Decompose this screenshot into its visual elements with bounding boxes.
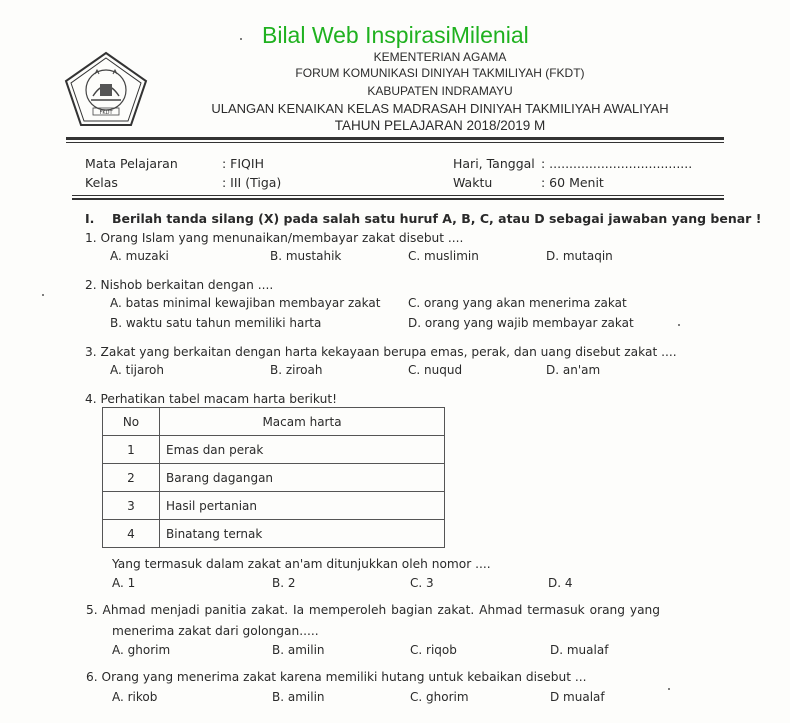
- q1-option-b: B. mustahik: [270, 249, 342, 263]
- header-school-year: TAHUN PELAJARAN 2018/2019 M: [334, 118, 546, 133]
- kemenag-emblem-icon: [63, 50, 149, 128]
- question-1: 1. Orang Islam yang menunaikan/membayar zakat disebut ....: [85, 231, 464, 245]
- watermark-text: Bilal Web InspirasiMilenial: [262, 22, 529, 48]
- header-exam-title: ULANGAN KENAIKAN KELAS MADRASAH DINIYAH TAKMILIYAH AWALIYAH: [211, 101, 669, 116]
- table-row: [103, 464, 445, 492]
- q6-option-b: B. amilin: [272, 690, 325, 704]
- q4-option-a: A. 1: [112, 576, 136, 590]
- q4-option-b: B. 2: [272, 576, 296, 590]
- q1-option-a: A. muzaki: [110, 249, 169, 263]
- section-number: I.: [85, 211, 95, 226]
- q1-option-c: C. muslimin: [408, 249, 479, 263]
- table-row: [103, 520, 445, 548]
- q4-option-c: C. 3: [410, 576, 434, 590]
- scan-speck: [240, 38, 242, 40]
- q6-option-a: A. rikob: [112, 690, 158, 704]
- table-cell-no: 4: [103, 520, 160, 548]
- section-instruction: Berilah tanda silang (X) pada salah satu huruf A, B, C, atau D sebagai jawaban yang benar !: [112, 211, 762, 226]
- q1-option-d: D. mutaqin: [546, 249, 613, 263]
- question-5-line-1: 5. Ahmad menjadi panitia zakat. Ia memperoleh bagian zakat. Ahmad termasuk orang yang: [86, 603, 661, 617]
- scan-speck: [678, 324, 680, 326]
- header-ministry: KEMENTERIAN AGAMA: [373, 50, 507, 64]
- class-value: : III (Tiga): [222, 175, 282, 190]
- table-header-no: No: [103, 408, 160, 436]
- q2-option-c: C. orang yang akan menerima zakat: [408, 296, 627, 310]
- fkdt-logo: [63, 50, 149, 132]
- table-cell-harta: Barang dagangan: [160, 464, 445, 492]
- q3-option-d: D. an'am: [546, 363, 601, 377]
- time-value: : 60 Menit: [541, 175, 604, 190]
- scan-speck: [668, 688, 670, 690]
- q2-option-b: B. waktu satu tahun memiliki harta: [110, 316, 322, 330]
- table-cell-no: 2: [103, 464, 160, 492]
- q5-option-a: A. ghorim: [112, 643, 171, 657]
- q6-option-d: D mualaf: [550, 690, 605, 704]
- date-value: : ....................................: [541, 156, 693, 171]
- time-label: Waktu: [453, 175, 493, 190]
- header-divider-thick: [66, 137, 724, 140]
- q3-option-c: C. nuqud: [408, 363, 463, 377]
- info-divider-thick: [72, 198, 724, 200]
- question-6: 6. Orang yang menerima zakat karena memiliki hutang untuk kebaikan disebut ...: [86, 670, 587, 684]
- q6-option-c: C. ghorim: [410, 690, 469, 704]
- info-divider-thin: [72, 195, 724, 196]
- table-header-row: [103, 408, 445, 436]
- question-3: 3. Zakat yang berkaitan dengan harta kekayaan berupa emas, perak, dan uang disebut zakat ....: [85, 345, 677, 359]
- header-divider-thin: [66, 142, 724, 143]
- q2-option-d: D. orang yang wajib membayar zakat: [408, 316, 634, 330]
- q3-option-a: A. tijaroh: [110, 363, 164, 377]
- header-forum: FORUM KOMUNIKASI DINIYAH TAKMILIYAH (FKDT): [295, 66, 585, 80]
- table-cell-harta: Binatang ternak: [160, 520, 445, 548]
- q5-option-c: C. riqob: [410, 643, 457, 657]
- q2-option-a: A. batas minimal kewajiban membayar zakat: [110, 296, 381, 310]
- question-4-followup: Yang termasuk dalam zakat an'am ditunjukkan oleh nomor ....: [112, 557, 491, 571]
- q5-option-d: D. mualaf: [550, 643, 609, 657]
- question-5-line-2: menerima zakat dari golongan.....: [112, 624, 319, 638]
- logo-text: FKDT: [99, 110, 113, 116]
- subject-value: : FIQIH: [222, 156, 264, 171]
- table-row: [103, 492, 445, 520]
- table-cell-no: 3: [103, 492, 160, 520]
- table-row: [103, 436, 445, 464]
- subject-label: Mata Pelajaran: [85, 156, 178, 171]
- scan-speck: [42, 294, 44, 296]
- date-label: Hari, Tanggal: [453, 156, 535, 171]
- q5-option-b: B. amilin: [272, 643, 325, 657]
- harta-table: [102, 407, 445, 548]
- table-header-harta: Macam harta: [160, 408, 445, 436]
- header-regency: KABUPATEN INDRAMAYU: [367, 84, 513, 98]
- table-cell-harta: Emas dan perak: [160, 436, 445, 464]
- q4-option-d: D. 4: [548, 576, 573, 590]
- q3-option-b: B. ziroah: [270, 363, 323, 377]
- question-4: 4. Perhatikan tabel macam harta berikut!: [85, 392, 338, 406]
- table-cell-harta: Hasil pertanian: [160, 492, 445, 520]
- question-2: 2. Nishob berkaitan dengan ....: [85, 278, 274, 292]
- table-cell-no: 1: [103, 436, 160, 464]
- class-label: Kelas: [85, 175, 118, 190]
